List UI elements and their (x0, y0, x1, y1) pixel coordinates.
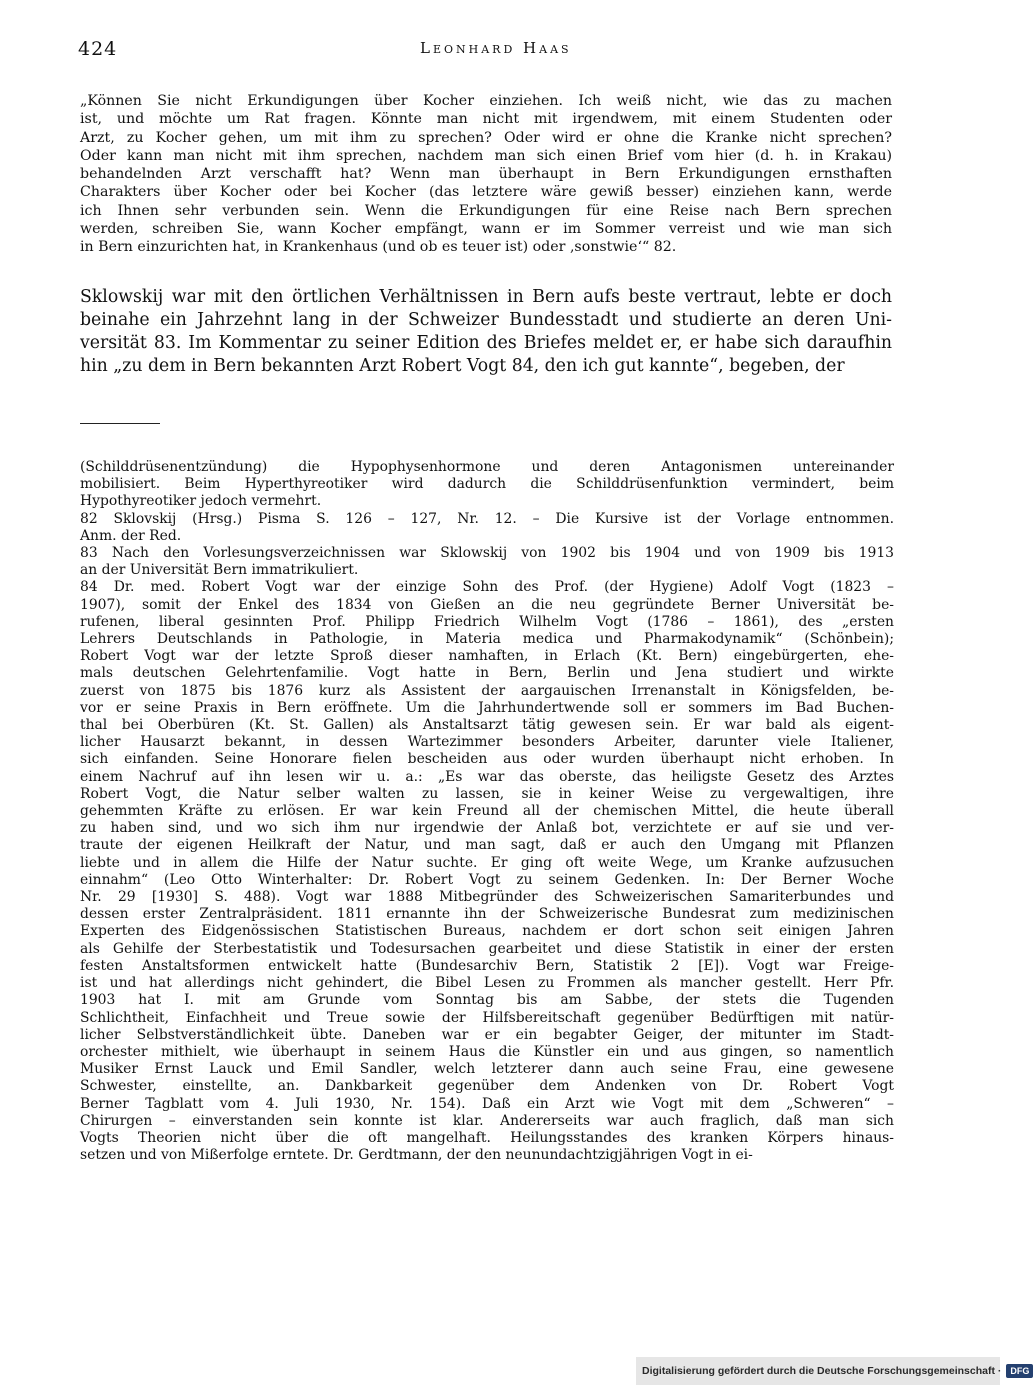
footnote-line: rufenen, liberal gesinnten Prof. Philipp Friedrich Wilhelm Vogt (1786 – 1861), des „ersten (80, 613, 894, 630)
footnote-line: Schwester, einstellte, an. Dankbarkeit gegenüber dem Andenken von Dr. Robert Vogt (80, 1078, 894, 1095)
footnote-line: vor er seine Praxis in Bern eröffnete. Um die Jahrhundertwende soll er sommers im Bad Buchen- (80, 699, 894, 716)
dfg-logo: DFG (1006, 1364, 1033, 1378)
footnote-line: liebte und in allem die Hilfe der Natur suchte. Er ging oft weite Wege, um Kranke aufzusuchen (80, 854, 894, 871)
digitization-credit: Digitalisierung gefördert durch die Deutsche Forschungsgemeinschaft · (642, 1365, 1002, 1377)
footnote-line: mobilisiert. Beim Hyperthyreotiker wird dadurch die Schilddrüsenfunktion vermindert, beim (80, 476, 894, 493)
quote-line: „Können Sie nicht Erkundigungen über Kocher einziehen. Ich weiß nicht, wie das zu machen (80, 93, 892, 109)
body-line: hin „zu dem in Bern bekannten Arzt Robert Vogt 84, den ich gut kannte“, begeben, der (80, 356, 845, 376)
footnote-line: Berner Tagblatt vom 4. Juli 1930, Nr. 154). Daß ein Arzt wie Vogt mit dem „Schweren“ – (80, 1095, 894, 1112)
quote-line: Charakters über Kocher oder bei Kocher (das letztere wäre gewiß besser) einziehen kann, werde (80, 184, 892, 201)
footnote-line: einnahm“ (Leo Otto Winterhalter: Dr. Robert Vogt zu seinem Gedenken. In: Der Berner Woche (80, 871, 894, 888)
footnote-line: orchester mithielt, wie überhaupt in seinem Haus die Künstler ein und aus gingen, so namentlich (80, 1043, 894, 1060)
footnote-line: Lehrers Deutschlands in Pathologie, in Materia medica und Pharmakodynamik“ (Schönbein); (80, 631, 894, 648)
footnote-separator (80, 423, 160, 424)
footnote-line: als Gehilfe der Sterbestatistik und Todesursachen gearbeitet und diese Statistik in einer der ersten (80, 940, 894, 957)
quote-line: Oder kann man nicht mit ihm sprechen, nachdem man sich einen Brief vom hier (d. h. in Krakau) (80, 147, 892, 164)
footnote (80, 511, 894, 545)
footnote-line: licher Selbstverständlichkeit übte. Daneben war er ein begabter Geiger, der mitunter im Stadt- (80, 1026, 894, 1043)
body-line: versität 83. Im Kommentar zu seiner Edition des Briefes meldet er, er habe sich daraufhin (80, 333, 892, 353)
footnote-line: Chirurgen – einverstanden sein konnte ist klar. Andererseits war auch fraglich, daß man sich (80, 1112, 894, 1129)
footnote (80, 459, 894, 511)
footnote-line: einem Nachruf auf ihn lesen wir u. a.: „Es war das oberste, das heiligste Gesetz des Arztes (80, 768, 894, 785)
footnote-line: 1903 hat I. mit am Grunde vom Sonntag bis am Sabbe, der stets die Tugenden (80, 992, 894, 1009)
footnote-line: Hypothyreotiker jedoch vermehrt. (80, 493, 322, 510)
footnote-line: (Schilddrüsenentzündung) die Hypophysenhormone und deren Antagonismen untereinander (80, 459, 894, 475)
footnote-line: 82 Sklovskij (Hrsg.) Pisma S. 126 – 127, Nr. 12. – Die Kursive ist der Vorlage entnommen. (80, 510, 894, 527)
footnote-line: an der Universität Bern immatrikuliert. (80, 562, 359, 579)
footnote-line: traute der eigenen Heilkraft der Natur, und man sagt, daß er auch den Umgang mit Pflanzen (80, 837, 894, 854)
footnote-line: Musiker Ernst Lauck und Emil Sandler, welch letzterer dann auch seine Frau, eine gewesene (80, 1061, 894, 1078)
footnote-line: ist und hat allerdings nicht gehindert, die Bibel Lesen zu Frommen als mancher gestellt. Herr Pfr. (80, 975, 894, 992)
digitization-banner (636, 1357, 1030, 1385)
footnote-line: dessen erster Zentralpräsident. 1811 ernannte ihn der Schweizerische Bundesrat zum medizinischen (80, 906, 894, 923)
footnote-line: 83 Nach den Vorlesungsverzeichnissen war Sklowskij von 1902 bis 1904 und von 1909 bis 1913 (80, 545, 894, 562)
footnote-line: gehemmten Kräfte zu erlösen. Er war kein Freund all der chemischen Mittel, die heute überall (80, 803, 894, 820)
running-head (78, 38, 910, 62)
footnote-line: 1907), somit der Enkel des 1834 von Gießen an die neu gegründete Berner Universität be- (80, 596, 894, 613)
footnote-line: licher Hausarzt bekannt, in dessen Wartezimmer besonders Arbeiter, darunter viele Italiener, (80, 734, 894, 751)
footnote-line: Robert Vogt war der letzte Sproß dieser namhaften, in Erlach (Kt. Bern) eingebürgerten, ehe- (80, 648, 894, 665)
footnote (80, 579, 894, 1164)
quote-line: in Bern einzurichten hat, in Krankenhaus (und ob es teuer ist) oder ‚sonstwie‘“ 82. (80, 239, 677, 256)
quote-line: Arzt, zu Kocher gehen, um mit ihm zu sprechen? Oder wird er ohne die Kranke nicht sprechen? (80, 129, 892, 146)
footnotes (80, 459, 894, 1164)
footnote-line: Vogts Theorien nicht über die oft mangelhaft. Heilungsstandes des kranken Körpers hinaus- (80, 1129, 894, 1146)
page-number: 424 (78, 38, 118, 60)
footnote-line: Schlichtheit, Einfachheit und Treue sowie der Hilfsbereitschaft gegenüber Bedürftigen mit natür- (80, 1009, 894, 1026)
quote-line: ist, und möchte um Rat fragen. Könnte man nicht mit irgendwem, mit einem Studenten oder (80, 111, 892, 128)
block-quote (80, 92, 892, 257)
running-title: Leonhard Haas (420, 39, 572, 57)
footnote-line: mals deutschen Gelehrtenfamilie. Vogt hatte in Bern, Berlin und Jena studiert und wirkte (80, 665, 894, 682)
quote-line: behandelnden Arzt verschafft hat? Wenn man überhaupt in Bern Erkundigungen ernsthaften (80, 166, 892, 183)
footnote-line: thal bei Oberbüren (Kt. St. Gallen) als Anstaltsarzt tätig gewesen sein. Er war bald als eigent- (80, 717, 894, 734)
footnote-line: Anm. der Red. (80, 527, 182, 544)
footnote (80, 545, 894, 579)
body-line: beinahe ein Jahrzehnt lang in der Schweizer Bundesstadt und studierte an deren Uni- (80, 310, 892, 330)
footnote-line: Robert Vogt, die Natur selber walten zu lassen, sie in keiner Weise zu vergewaltigen, ihre (80, 785, 894, 802)
footnote-line: Nr. 29 [1930] S. 488). Vogt war 1888 Mitbegründer des Schweizerischen Samariterbundes und (80, 889, 894, 906)
footnote-line: sich einfanden. Seine Honorare fielen bescheiden aus oder wurden überhaupt nicht erhoben. In (80, 751, 894, 768)
body-line: Sklowskij war mit den örtlichen Verhältnissen in Bern aufs beste vertraut, lebte er doch (80, 287, 892, 307)
quote-line: ich Ihnen sehr verbunden sein. Wenn die Erkundigungen für eine Reise nach Bern sprechen (80, 202, 892, 219)
footnote-line: 84 Dr. med. Robert Vogt war der einzige Sohn des Prof. (der Hygiene) Adolf Vogt (1823 – (80, 579, 894, 596)
footnote-line: setzen und von Mißerfolge erntete. Dr. Gerdtmann, der den neunundachtzigjährigen Vogt in ei- (80, 1147, 753, 1164)
footnote-line: Experten des Eidgenössischen Statistischen Bureaus, nachdem er dort schon seit einigen Jahren (80, 923, 894, 940)
footnote-line: zu haben sind, und wo sich ihm nur irgendwie der Anlaß bot, verzichtete er auf sie und ver- (80, 820, 894, 837)
footnote-line: festen Anstaltsformen entwickelt hatte (Bundesarchiv Bern, Statistik 2 [E]). Vogt war Freige- (80, 957, 894, 974)
footnote-line: zuerst von 1875 bis 1876 kurz als Assistent der aargauischen Irrenanstalt in Königsfelden, be- (80, 682, 894, 699)
body-paragraph (80, 286, 892, 378)
quote-line: werden, schreiben Sie, wann Kocher empfängt, wann er im Sommer verreist und wie man sich (80, 221, 892, 238)
